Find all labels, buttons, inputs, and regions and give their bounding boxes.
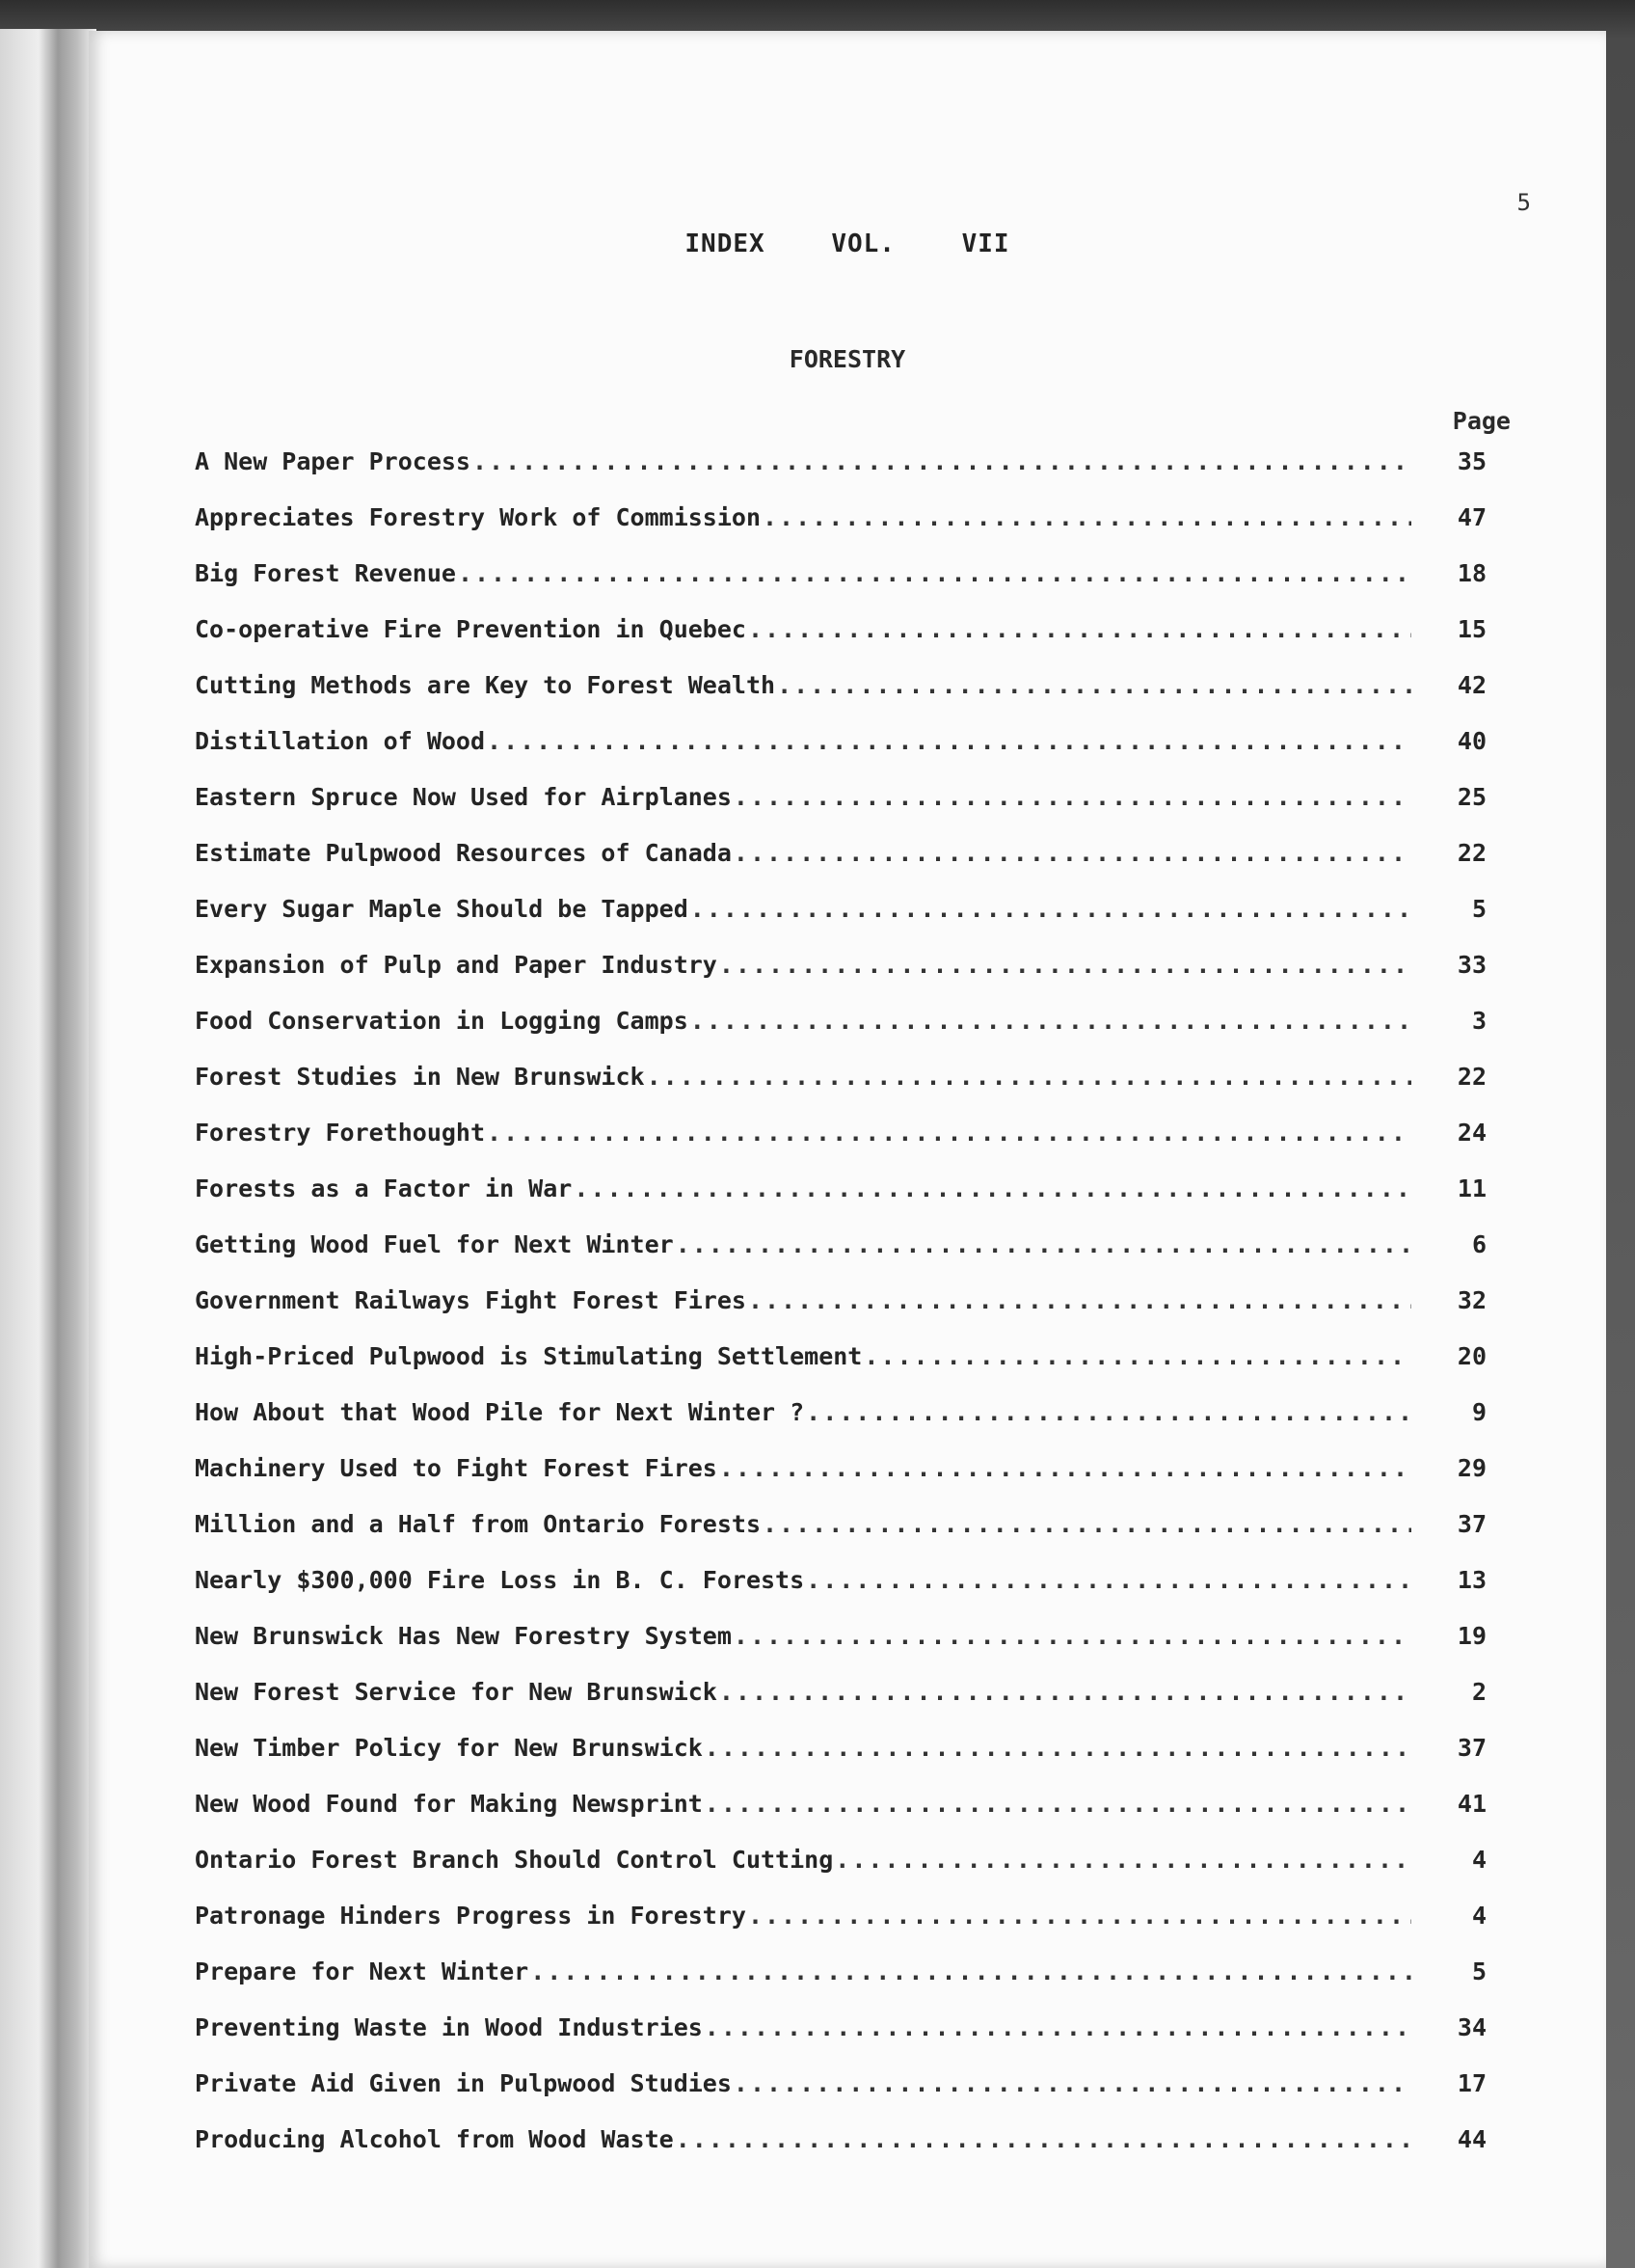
dot-leader [748, 1902, 1411, 1930]
entry-title: Every Sugar Maple Should be Tapped [195, 895, 688, 923]
dot-leader [487, 1119, 1411, 1147]
index-entry [195, 1958, 1487, 2013]
dot-leader [734, 2069, 1411, 2097]
entry-title: Machinery Used to Fight Forest Fires [195, 1454, 717, 1482]
entry-page-number: 41 [1457, 1790, 1487, 1818]
section-heading: FORESTRY [789, 345, 906, 373]
dot-leader [835, 1846, 1411, 1874]
entry-page-number: 33 [1457, 951, 1487, 979]
dot-leader [705, 1790, 1411, 1818]
dot-leader [676, 1230, 1411, 1258]
title-word: INDEX [684, 230, 765, 258]
dot-leader [734, 783, 1411, 811]
dot-leader [806, 1566, 1411, 1594]
entry-title: Forestry Forethought [195, 1119, 486, 1147]
book-binding [0, 29, 96, 2268]
dot-leader [487, 727, 1411, 755]
index-entry [195, 1063, 1487, 1119]
entry-title: Getting Wood Fuel for Next Winter [195, 1230, 674, 1258]
entry-page-number: 42 [1457, 671, 1487, 699]
dot-leader [864, 1342, 1411, 1370]
entry-page-number: 5 [1471, 1958, 1487, 1985]
index-entry [195, 503, 1487, 559]
entry-title: Estimate Pulpwood Resources of Canada [195, 839, 732, 867]
entry-title: New Timber Policy for New Brunswick [195, 1734, 703, 1762]
index-entry [195, 2013, 1487, 2069]
entry-page-number: 22 [1457, 839, 1487, 867]
entry-title: A New Paper Process [195, 447, 470, 475]
index-entry [195, 1790, 1487, 1846]
entry-title: Ontario Forest Branch Should Control Cutting [195, 1846, 834, 1874]
index-entry [195, 783, 1487, 839]
entry-title: Forests as a Factor in War [195, 1174, 573, 1202]
dot-leader [763, 503, 1411, 531]
entry-page-number: 5 [1471, 895, 1487, 923]
index-entry [195, 1454, 1487, 1510]
index-entry [195, 839, 1487, 895]
title-word: VII [961, 230, 1010, 258]
entry-title: Million and a Half from Ontario Forests [195, 1510, 761, 1538]
dot-leader [690, 1007, 1411, 1035]
entry-title: Co-operative Fire Prevention in Quebec [195, 615, 746, 643]
entry-page-number: 47 [1457, 503, 1487, 531]
entry-page-number: 18 [1457, 559, 1487, 587]
entry-page-number: 4 [1471, 1902, 1487, 1930]
entry-title: New Forest Service for New Brunswick [195, 1678, 717, 1706]
entry-title: Eastern Spruce Now Used for Airplanes [195, 783, 732, 811]
entry-page-number: 35 [1457, 447, 1487, 475]
index-entries [195, 447, 1487, 2181]
dot-leader [719, 1678, 1411, 1706]
entry-title: Producing Alcohol from Wood Waste [195, 2125, 674, 2153]
entry-title: Distillation of Wood [195, 727, 486, 755]
dot-leader [763, 1510, 1411, 1538]
entry-title: Appreciates Forestry Work of Commission [195, 503, 761, 531]
entry-page-number: 6 [1471, 1230, 1487, 1258]
entry-page-number: 34 [1457, 2013, 1487, 2041]
entry-title: New Wood Found for Making Newsprint [195, 1790, 703, 1818]
dot-leader [676, 2125, 1411, 2153]
index-entry [195, 1734, 1487, 1790]
entry-title: Forest Studies in New Brunswick [195, 1063, 645, 1091]
index-entry [195, 615, 1487, 671]
entry-title: Private Aid Given in Pulpwood Studies [195, 2069, 732, 2097]
entry-page-number: 9 [1471, 1398, 1487, 1426]
page-number: 5 [1516, 189, 1531, 216]
entry-page-number: 19 [1457, 1622, 1487, 1650]
index-entry [195, 1678, 1487, 1734]
index-entry [195, 2069, 1487, 2125]
entry-title: Government Railways Fight Forest Fires [195, 1286, 746, 1314]
dot-leader [574, 1174, 1411, 1202]
dot-leader [806, 1398, 1411, 1426]
entry-page-number: 15 [1457, 615, 1487, 643]
entry-page-number: 37 [1457, 1734, 1487, 1762]
dot-leader [472, 447, 1411, 475]
entry-title: Big Forest Revenue [195, 559, 456, 587]
index-entry [195, 727, 1487, 783]
dot-leader [734, 1622, 1411, 1650]
index-entry [195, 2125, 1487, 2181]
entry-page-number: 22 [1457, 1063, 1487, 1091]
index-entry [195, 1510, 1487, 1566]
index-entry [195, 1174, 1487, 1230]
entry-page-number: 44 [1457, 2125, 1487, 2153]
index-entry [195, 1342, 1487, 1398]
index-entry [195, 1398, 1487, 1454]
entry-page-number: 11 [1457, 1174, 1487, 1202]
entry-page-number: 32 [1457, 1286, 1487, 1314]
entry-title: How About that Wood Pile for Next Winter ? [195, 1398, 805, 1426]
dot-leader [748, 615, 1411, 643]
entry-title: Nearly $300,000 Fire Loss in B. C. Forests [195, 1566, 805, 1594]
index-entry [195, 951, 1487, 1007]
entry-page-number: 20 [1457, 1342, 1487, 1370]
dot-leader [777, 671, 1411, 699]
title-word: VOL. [831, 230, 896, 258]
entry-title: Cutting Methods are Key to Forest Wealth [195, 671, 776, 699]
dot-leader [705, 1734, 1411, 1762]
entry-page-number: 17 [1457, 2069, 1487, 2097]
dot-leader [647, 1063, 1411, 1091]
entry-page-number: 24 [1457, 1119, 1487, 1147]
index-entry [195, 1007, 1487, 1063]
entry-page-number: 37 [1457, 1510, 1487, 1538]
index-entry [195, 1230, 1487, 1286]
entry-page-number: 29 [1457, 1454, 1487, 1482]
index-entry [195, 671, 1487, 727]
index-entry [195, 1622, 1487, 1678]
index-entry [195, 895, 1487, 951]
entry-title: New Brunswick Has New Forestry System [195, 1622, 732, 1650]
entry-page-number: 13 [1457, 1566, 1487, 1594]
page-column-header: Page [1452, 407, 1511, 435]
index-entry [195, 559, 1487, 615]
dot-leader [690, 895, 1411, 923]
dot-leader [734, 839, 1411, 867]
entry-page-number: 3 [1471, 1007, 1487, 1035]
index-entry [195, 1119, 1487, 1174]
index-entry [195, 1566, 1487, 1622]
entry-page-number: 2 [1471, 1678, 1487, 1706]
entry-title: Prepare for Next Winter [195, 1958, 529, 1985]
entry-page-number: 4 [1471, 1846, 1487, 1874]
index-entry [195, 447, 1487, 503]
entry-page-number: 40 [1457, 727, 1487, 755]
document-page [89, 31, 1606, 2268]
dot-leader [748, 1286, 1411, 1314]
entry-page-number: 25 [1457, 783, 1487, 811]
dot-leader [719, 1454, 1411, 1482]
dot-leader [530, 1958, 1411, 1985]
entry-title: High-Priced Pulpwood is Stimulating Settlement [195, 1342, 863, 1370]
index-title [89, 230, 1606, 258]
entry-title: Patronage Hinders Progress in Forestry [195, 1902, 746, 1930]
index-entry [195, 1286, 1487, 1342]
index-entry [195, 1846, 1487, 1902]
index-entry [195, 1902, 1487, 1958]
entry-title: Expansion of Pulp and Paper Industry [195, 951, 717, 979]
entry-title: Preventing Waste in Wood Industries [195, 2013, 703, 2041]
entry-title: Food Conservation in Logging Camps [195, 1007, 688, 1035]
dot-leader [719, 951, 1411, 979]
dot-leader [705, 2013, 1411, 2041]
dot-leader [458, 559, 1411, 587]
